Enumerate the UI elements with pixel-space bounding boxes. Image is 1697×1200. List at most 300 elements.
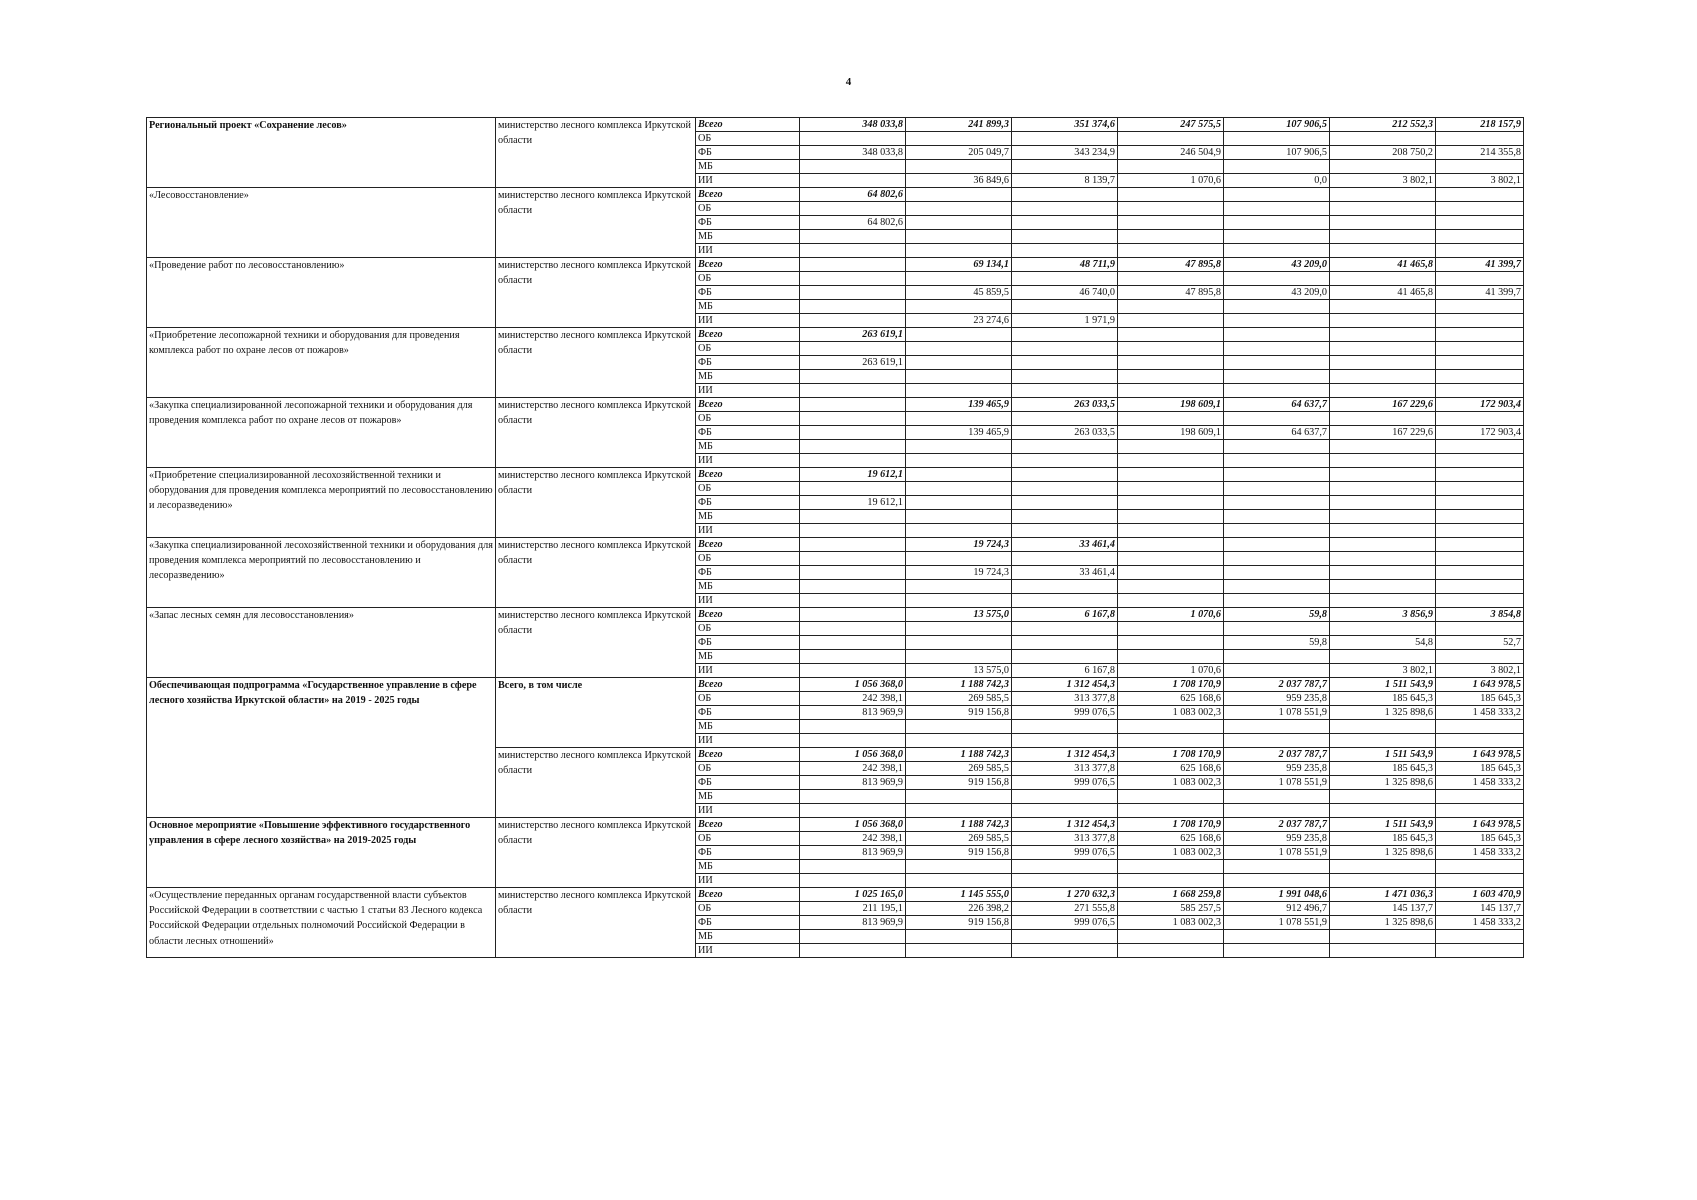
- amount-cell: 242 398,1: [800, 832, 906, 846]
- table-row: [147, 608, 1524, 622]
- amount-cell: 185 645,3: [1436, 762, 1524, 776]
- amount-cell: [906, 328, 1012, 342]
- amount-cell: [1118, 804, 1224, 818]
- amount-cell: [1224, 356, 1330, 370]
- amount-cell: 23 274,6: [906, 314, 1012, 328]
- amount-cell: [1330, 244, 1436, 258]
- amount-cell: [1330, 454, 1436, 468]
- funding-source: ФБ: [696, 566, 800, 580]
- amount-cell: 185 645,3: [1330, 692, 1436, 706]
- measure-name: «Запас лесных семян для лесовосстановления»: [147, 608, 496, 678]
- table-row: [147, 188, 1524, 202]
- amount-cell: [1436, 944, 1524, 958]
- amount-cell: 3 854,8: [1436, 608, 1524, 622]
- amount-cell: [1330, 594, 1436, 608]
- amount-cell: 19 612,1: [800, 496, 906, 510]
- amount-cell: [800, 454, 906, 468]
- amount-cell: [1224, 160, 1330, 174]
- amount-cell: [1012, 650, 1118, 664]
- funding-source: ОБ: [696, 272, 800, 286]
- amount-cell: 1 083 002,3: [1118, 776, 1224, 790]
- amount-cell: 2 037 787,7: [1224, 678, 1330, 692]
- funding-source: ИИ: [696, 454, 800, 468]
- amount-cell: [906, 930, 1012, 944]
- amount-cell: [800, 874, 906, 888]
- amount-cell: [1224, 370, 1330, 384]
- amount-cell: [1118, 230, 1224, 244]
- amount-cell: [1224, 790, 1330, 804]
- table-row: [147, 818, 1524, 832]
- amount-cell: 54,8: [1330, 636, 1436, 650]
- amount-cell: [1224, 230, 1330, 244]
- amount-cell: [1330, 132, 1436, 146]
- amount-cell: 1 070,6: [1118, 664, 1224, 678]
- amount-cell: 47 895,8: [1118, 258, 1224, 272]
- amount-cell: [1224, 580, 1330, 594]
- amount-cell: [1012, 272, 1118, 286]
- amount-cell: [1224, 622, 1330, 636]
- amount-cell: 1 668 259,8: [1118, 888, 1224, 902]
- amount-cell: 813 969,9: [800, 916, 906, 930]
- amount-cell: 43 209,0: [1224, 258, 1330, 272]
- amount-cell: [906, 300, 1012, 314]
- amount-cell: [800, 636, 906, 650]
- executor-name: министерство лесного комплекса Иркутской области: [496, 608, 696, 678]
- amount-cell: 3 802,1: [1330, 174, 1436, 188]
- amount-cell: [1012, 510, 1118, 524]
- amount-cell: [1012, 300, 1118, 314]
- amount-cell: 64 637,7: [1224, 426, 1330, 440]
- amount-cell: [1436, 804, 1524, 818]
- amount-cell: [1012, 440, 1118, 454]
- amount-cell: [1118, 552, 1224, 566]
- amount-cell: 2 037 787,7: [1224, 818, 1330, 832]
- amount-cell: 1 458 333,2: [1436, 706, 1524, 720]
- amount-cell: 625 168,6: [1118, 832, 1224, 846]
- amount-cell: 13 575,0: [906, 664, 1012, 678]
- amount-cell: [1118, 636, 1224, 650]
- amount-cell: 999 076,5: [1012, 706, 1118, 720]
- amount-cell: [1224, 650, 1330, 664]
- funding-source: ОБ: [696, 762, 800, 776]
- amount-cell: 585 257,5: [1118, 902, 1224, 916]
- amount-cell: [1118, 524, 1224, 538]
- measure-name: «Приобретение лесопожарной техники и оборудования для проведения комплекса работ по охране лесов от пожаров»: [147, 328, 496, 398]
- amount-cell: [1436, 160, 1524, 174]
- executor-name: министерство лесного комплекса Иркутской области: [496, 398, 696, 468]
- amount-cell: [1436, 720, 1524, 734]
- amount-cell: [906, 412, 1012, 426]
- amount-cell: 263 033,5: [1012, 398, 1118, 412]
- amount-cell: [1436, 594, 1524, 608]
- table-body: [147, 118, 1524, 958]
- amount-cell: 263 033,5: [1012, 426, 1118, 440]
- amount-cell: [800, 650, 906, 664]
- amount-cell: [1436, 412, 1524, 426]
- amount-cell: 1 056 368,0: [800, 748, 906, 762]
- funding-source: ИИ: [696, 874, 800, 888]
- amount-cell: [800, 412, 906, 426]
- executor-name: министерство лесного комплекса Иркутской области: [496, 468, 696, 538]
- amount-cell: [800, 580, 906, 594]
- amount-cell: [1224, 188, 1330, 202]
- amount-cell: [1118, 216, 1224, 230]
- funding-source: ФБ: [696, 216, 800, 230]
- funding-source: МБ: [696, 230, 800, 244]
- amount-cell: 241 899,3: [906, 118, 1012, 132]
- amount-cell: [1118, 720, 1224, 734]
- amount-cell: 1 603 470,9: [1436, 888, 1524, 902]
- amount-cell: [1012, 622, 1118, 636]
- funding-source: ФБ: [696, 706, 800, 720]
- amount-cell: [1012, 328, 1118, 342]
- amount-cell: [800, 804, 906, 818]
- amount-cell: [1012, 160, 1118, 174]
- amount-cell: [1224, 804, 1330, 818]
- funding-source: ОБ: [696, 902, 800, 916]
- amount-cell: [1224, 664, 1330, 678]
- amount-cell: 313 377,8: [1012, 832, 1118, 846]
- amount-cell: [906, 202, 1012, 216]
- amount-cell: 625 168,6: [1118, 692, 1224, 706]
- amount-cell: [1436, 496, 1524, 510]
- amount-cell: 269 585,5: [906, 692, 1012, 706]
- amount-cell: 1 188 742,3: [906, 748, 1012, 762]
- amount-cell: 999 076,5: [1012, 776, 1118, 790]
- amount-cell: [1118, 650, 1224, 664]
- amount-cell: 1 188 742,3: [906, 678, 1012, 692]
- funding-source: ФБ: [696, 356, 800, 370]
- funding-source: Всего: [696, 608, 800, 622]
- amount-cell: 64 802,6: [800, 216, 906, 230]
- amount-cell: 172 903,4: [1436, 398, 1524, 412]
- amount-cell: [1118, 594, 1224, 608]
- amount-cell: 269 585,5: [906, 762, 1012, 776]
- amount-cell: [1330, 650, 1436, 664]
- funding-source: ОБ: [696, 622, 800, 636]
- amount-cell: [1118, 930, 1224, 944]
- amount-cell: 1 971,9: [1012, 314, 1118, 328]
- amount-cell: [906, 370, 1012, 384]
- amount-cell: [1012, 370, 1118, 384]
- amount-cell: [1012, 734, 1118, 748]
- table-row: [147, 888, 1524, 902]
- amount-cell: 919 156,8: [906, 776, 1012, 790]
- amount-cell: [906, 454, 1012, 468]
- amount-cell: [1012, 720, 1118, 734]
- amount-cell: 43 209,0: [1224, 286, 1330, 300]
- amount-cell: [1436, 790, 1524, 804]
- amount-cell: [1012, 594, 1118, 608]
- measure-name: «Закупка специализированной лесопожарной техники и оборудования для проведения комплекса работ по охране лесов от пожаров»: [147, 398, 496, 468]
- amount-cell: 218 157,9: [1436, 118, 1524, 132]
- amount-cell: [1330, 930, 1436, 944]
- amount-cell: 185 645,3: [1330, 762, 1436, 776]
- amount-cell: [1330, 804, 1436, 818]
- amount-cell: 242 398,1: [800, 692, 906, 706]
- table-row: [147, 468, 1524, 482]
- amount-cell: [1330, 552, 1436, 566]
- amount-cell: [1330, 496, 1436, 510]
- amount-cell: 167 229,6: [1330, 426, 1436, 440]
- amount-cell: [1118, 314, 1224, 328]
- measure-name: «Лесовосстановление»: [147, 188, 496, 258]
- amount-cell: 8 139,7: [1012, 174, 1118, 188]
- funding-source: МБ: [696, 860, 800, 874]
- amount-cell: 46 740,0: [1012, 286, 1118, 300]
- amount-cell: [1118, 328, 1224, 342]
- amount-cell: [906, 230, 1012, 244]
- amount-cell: [1118, 342, 1224, 356]
- amount-cell: 1 083 002,3: [1118, 916, 1224, 930]
- amount-cell: [800, 608, 906, 622]
- amount-cell: 41 399,7: [1436, 286, 1524, 300]
- amount-cell: 3 802,1: [1436, 174, 1524, 188]
- amount-cell: 185 645,3: [1436, 692, 1524, 706]
- amount-cell: [800, 594, 906, 608]
- amount-cell: 19 724,3: [906, 538, 1012, 552]
- amount-cell: 226 398,2: [906, 902, 1012, 916]
- funding-source: ИИ: [696, 734, 800, 748]
- amount-cell: [1224, 594, 1330, 608]
- amount-cell: 19 612,1: [800, 468, 906, 482]
- amount-cell: [1224, 524, 1330, 538]
- amount-cell: [1118, 202, 1224, 216]
- amount-cell: 3 856,9: [1330, 608, 1436, 622]
- amount-cell: [906, 860, 1012, 874]
- amount-cell: [1118, 440, 1224, 454]
- amount-cell: [1436, 468, 1524, 482]
- amount-cell: 1 188 742,3: [906, 818, 1012, 832]
- amount-cell: [1436, 874, 1524, 888]
- amount-cell: [906, 216, 1012, 230]
- amount-cell: [800, 272, 906, 286]
- measure-name: Основное мероприятие «Повышение эффективного государственного управления в сфере лесного хозяйства» на 2019-2025 годы: [147, 818, 496, 888]
- amount-cell: 999 076,5: [1012, 916, 1118, 930]
- funding-source: ФБ: [696, 146, 800, 160]
- amount-cell: [906, 132, 1012, 146]
- amount-cell: [1012, 804, 1118, 818]
- amount-cell: [1224, 552, 1330, 566]
- table-row: [147, 328, 1524, 342]
- amount-cell: 271 555,8: [1012, 902, 1118, 916]
- amount-cell: 919 156,8: [906, 706, 1012, 720]
- amount-cell: [1436, 342, 1524, 356]
- amount-cell: [800, 258, 906, 272]
- amount-cell: [1224, 860, 1330, 874]
- amount-cell: [1436, 188, 1524, 202]
- amount-cell: 59,8: [1224, 636, 1330, 650]
- amount-cell: 41 465,8: [1330, 258, 1436, 272]
- amount-cell: [1330, 860, 1436, 874]
- amount-cell: [1436, 244, 1524, 258]
- amount-cell: 2 037 787,7: [1224, 748, 1330, 762]
- amount-cell: 1 070,6: [1118, 174, 1224, 188]
- funding-source: Всего: [696, 328, 800, 342]
- amount-cell: [1330, 370, 1436, 384]
- amount-cell: [1436, 860, 1524, 874]
- executor-name: министерство лесного комплекса Иркутской области: [496, 188, 696, 258]
- amount-cell: 1 708 170,9: [1118, 678, 1224, 692]
- executor-name: министерство лесного комплекса Иркутской области: [496, 118, 696, 188]
- amount-cell: [1330, 944, 1436, 958]
- amount-cell: [1330, 356, 1436, 370]
- amount-cell: 172 903,4: [1436, 426, 1524, 440]
- amount-cell: [906, 636, 1012, 650]
- amount-cell: 348 033,8: [800, 146, 906, 160]
- amount-cell: [1436, 524, 1524, 538]
- amount-cell: 1 325 898,6: [1330, 846, 1436, 860]
- amount-cell: [1012, 244, 1118, 258]
- funding-source: МБ: [696, 300, 800, 314]
- amount-cell: 1 083 002,3: [1118, 706, 1224, 720]
- amount-cell: [1118, 734, 1224, 748]
- amount-cell: [1118, 482, 1224, 496]
- amount-cell: [1224, 510, 1330, 524]
- amount-cell: [1012, 468, 1118, 482]
- amount-cell: [906, 524, 1012, 538]
- funding-source: МБ: [696, 650, 800, 664]
- amount-cell: [1436, 454, 1524, 468]
- amount-cell: [800, 566, 906, 580]
- funding-source: МБ: [696, 370, 800, 384]
- executor-name: министерство лесного комплекса Иркутской области: [496, 538, 696, 608]
- amount-cell: 1 056 368,0: [800, 678, 906, 692]
- amount-cell: [906, 944, 1012, 958]
- amount-cell: [1118, 580, 1224, 594]
- amount-cell: 36 849,6: [906, 174, 1012, 188]
- amount-cell: [1436, 230, 1524, 244]
- amount-cell: [906, 384, 1012, 398]
- amount-cell: [1436, 930, 1524, 944]
- funding-source: ИИ: [696, 944, 800, 958]
- amount-cell: [1436, 356, 1524, 370]
- amount-cell: 1 511 543,9: [1330, 748, 1436, 762]
- amount-cell: [1330, 482, 1436, 496]
- amount-cell: [800, 132, 906, 146]
- amount-cell: [1436, 482, 1524, 496]
- funding-source: ИИ: [696, 524, 800, 538]
- amount-cell: 625 168,6: [1118, 762, 1224, 776]
- amount-cell: [1012, 874, 1118, 888]
- amount-cell: [1118, 370, 1224, 384]
- amount-cell: 343 234,9: [1012, 146, 1118, 160]
- amount-cell: 41 465,8: [1330, 286, 1436, 300]
- amount-cell: [1436, 622, 1524, 636]
- amount-cell: [800, 622, 906, 636]
- amount-cell: 64 637,7: [1224, 398, 1330, 412]
- amount-cell: [1118, 510, 1224, 524]
- amount-cell: [1330, 328, 1436, 342]
- funding-source: ОБ: [696, 132, 800, 146]
- amount-cell: [1436, 328, 1524, 342]
- amount-cell: [1436, 132, 1524, 146]
- amount-cell: [1330, 510, 1436, 524]
- amount-cell: 1 070,6: [1118, 608, 1224, 622]
- amount-cell: [1118, 188, 1224, 202]
- amount-cell: [906, 734, 1012, 748]
- amount-cell: 107 906,5: [1224, 118, 1330, 132]
- funding-source: Всего: [696, 888, 800, 902]
- amount-cell: 6 167,8: [1012, 664, 1118, 678]
- amount-cell: [1330, 468, 1436, 482]
- funding-source: ИИ: [696, 174, 800, 188]
- amount-cell: [1224, 216, 1330, 230]
- amount-cell: 198 609,1: [1118, 426, 1224, 440]
- amount-cell: [1436, 370, 1524, 384]
- amount-cell: 59,8: [1224, 608, 1330, 622]
- amount-cell: [1224, 132, 1330, 146]
- amount-cell: 145 137,7: [1330, 902, 1436, 916]
- amount-cell: 1 471 036,3: [1330, 888, 1436, 902]
- amount-cell: [1224, 328, 1330, 342]
- amount-cell: [800, 440, 906, 454]
- amount-cell: 214 355,8: [1436, 146, 1524, 160]
- funding-source: ИИ: [696, 244, 800, 258]
- amount-cell: [800, 230, 906, 244]
- amount-cell: 313 377,8: [1012, 762, 1118, 776]
- amount-cell: 1 078 551,9: [1224, 706, 1330, 720]
- amount-cell: [1436, 440, 1524, 454]
- table-row: [147, 258, 1524, 272]
- funding-source: Всего: [696, 748, 800, 762]
- amount-cell: [1436, 538, 1524, 552]
- amount-cell: [1118, 944, 1224, 958]
- amount-cell: [1224, 944, 1330, 958]
- amount-cell: 813 969,9: [800, 776, 906, 790]
- amount-cell: 185 645,3: [1436, 832, 1524, 846]
- amount-cell: [1118, 272, 1224, 286]
- amount-cell: [800, 930, 906, 944]
- amount-cell: [800, 426, 906, 440]
- funding-source: ФБ: [696, 286, 800, 300]
- amount-cell: 107 906,5: [1224, 146, 1330, 160]
- measure-name: Обеспечивающая подпрограмма «Государственное управление в сфере лесного хозяйства Иркутской области» на 2019 - 2025 годы: [147, 678, 496, 818]
- amount-cell: 1 643 978,5: [1436, 678, 1524, 692]
- amount-cell: 912 496,7: [1224, 902, 1330, 916]
- amount-cell: 19 724,3: [906, 566, 1012, 580]
- funding-source: МБ: [696, 440, 800, 454]
- amount-cell: [1118, 300, 1224, 314]
- amount-cell: [906, 804, 1012, 818]
- amount-cell: [906, 356, 1012, 370]
- funding-source: Всего: [696, 258, 800, 272]
- measure-name: «Осуществление переданных органам государственной власти субъектов Российской Федерации в соответствии с частью 1 статьи 83 Лесного кодекса Российской Федерации отдельных полномочий Российской Федерации в области лесных отношений»: [147, 888, 496, 958]
- amount-cell: [1012, 930, 1118, 944]
- amount-cell: [1224, 538, 1330, 552]
- amount-cell: [1224, 482, 1330, 496]
- amount-cell: [1436, 202, 1524, 216]
- amount-cell: [906, 440, 1012, 454]
- amount-cell: [800, 944, 906, 958]
- funding-source: ФБ: [696, 916, 800, 930]
- funding-source: МБ: [696, 160, 800, 174]
- amount-cell: [1012, 944, 1118, 958]
- amount-cell: [906, 468, 1012, 482]
- amount-cell: 1 458 333,2: [1436, 846, 1524, 860]
- amount-cell: 959 235,8: [1224, 832, 1330, 846]
- funding-source: ОБ: [696, 342, 800, 356]
- amount-cell: [1012, 202, 1118, 216]
- amount-cell: [1330, 272, 1436, 286]
- amount-cell: [800, 286, 906, 300]
- amount-cell: 1 708 170,9: [1118, 748, 1224, 762]
- amount-cell: [1012, 482, 1118, 496]
- amount-cell: [1012, 132, 1118, 146]
- amount-cell: [800, 664, 906, 678]
- funding-source: ОБ: [696, 482, 800, 496]
- amount-cell: [1436, 314, 1524, 328]
